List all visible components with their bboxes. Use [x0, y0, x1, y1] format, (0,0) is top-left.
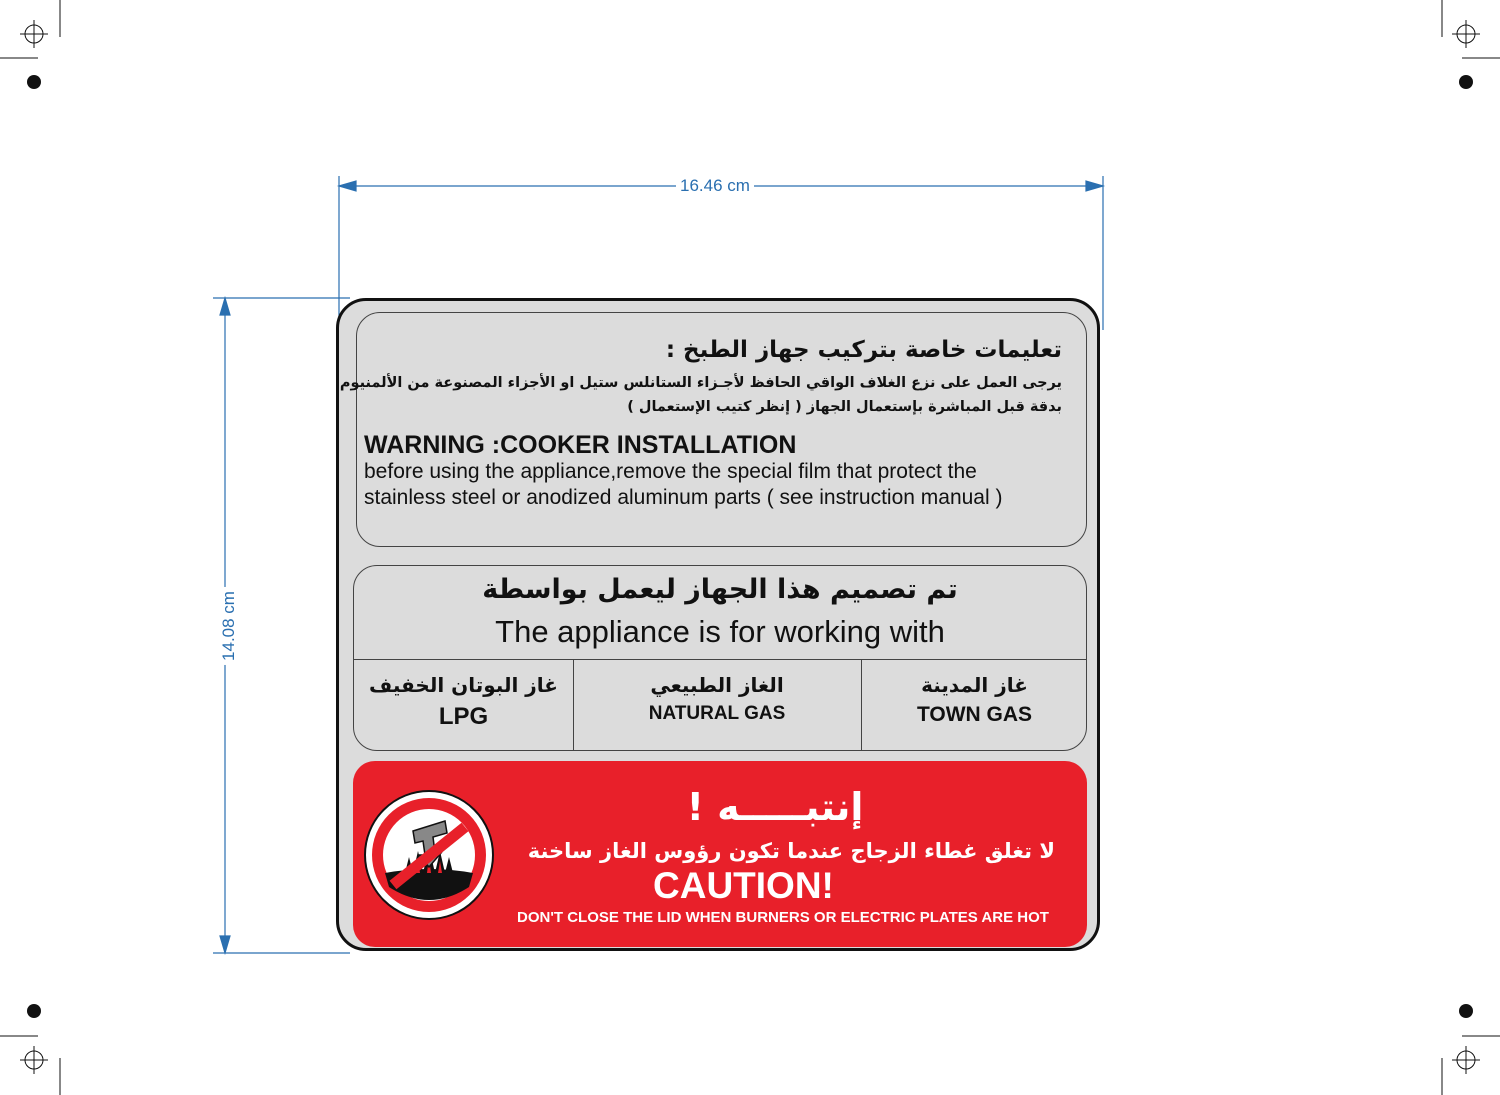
caution-title-arabic: إنتبـــــه ! [686, 785, 864, 829]
arabic-instructions-line-1: يرجى العمل على نزع الغلاف الواقي الحافظ لأجـزاء الستانلس ستيل او الأجزاء المصنوعة من الألمنيوم [339, 375, 1062, 391]
gas-type-arabic: غاز البوتان الخفيف [369, 673, 558, 697]
gas-type-arabic: غاز المدينة [921, 673, 1028, 697]
arabic-instructions-line-2: بدقة قبل المباشرة بإستعمال الجهاز ( إنظر كتيب الإستعمال ) [627, 399, 1062, 415]
warning-body [364, 459, 1002, 511]
registration-mark-tl [20, 20, 48, 48]
label-plate [336, 298, 1100, 951]
caution-title-english: CAUTION! [653, 865, 834, 906]
warning-title: WARNING :COOKER INSTALLATION [364, 431, 797, 459]
caution-text-english: DON'T CLOSE THE LID WHEN BURNERS OR ELECTRIC PLATES ARE HOT [517, 909, 1049, 926]
gas-type-english: NATURAL GAS [648, 703, 786, 724]
installation-instructions-panel [339, 312, 1087, 547]
gas-types-panel [353, 565, 1087, 751]
registration-mark-bl [20, 1046, 48, 1074]
warning-line-2: stainless steel or anodized aluminum parts ( see instruction manual ) [364, 486, 1003, 509]
gas-type-arabic: الغاز الطبيعي [650, 673, 784, 697]
caution-panel [353, 761, 1087, 947]
gas-type-english: LPG [438, 703, 489, 730]
gas-type-cell-lpg [354, 659, 573, 751]
height-dimension-label: 14.08 cm [219, 587, 239, 665]
width-dimension-label: 16.46 cm [676, 176, 754, 196]
arabic-instructions-title: تعليمات خاصة بتركيب جهاز الطبخ : [665, 337, 1062, 363]
registration-mark-tr [1452, 20, 1480, 48]
caution-text-arabic: لا تغلق غطاء الزجاج عندما تكون رؤوس الغاز ساخنة [527, 839, 1055, 863]
gas-type-english: TOWN GAS [916, 703, 1033, 726]
gas-type-cell-natural-gas [573, 659, 861, 751]
warning-line-1: before using the appliance,remove the special film that protect the [364, 460, 977, 483]
gas-heading-english: The appliance is for working with [495, 614, 945, 649]
gas-type-cell-town-gas [861, 659, 1088, 751]
gas-heading-arabic: تم تصميم هذا الجهاز ليعمل بواسطة [482, 574, 958, 605]
registration-mark-br [1452, 1046, 1480, 1074]
